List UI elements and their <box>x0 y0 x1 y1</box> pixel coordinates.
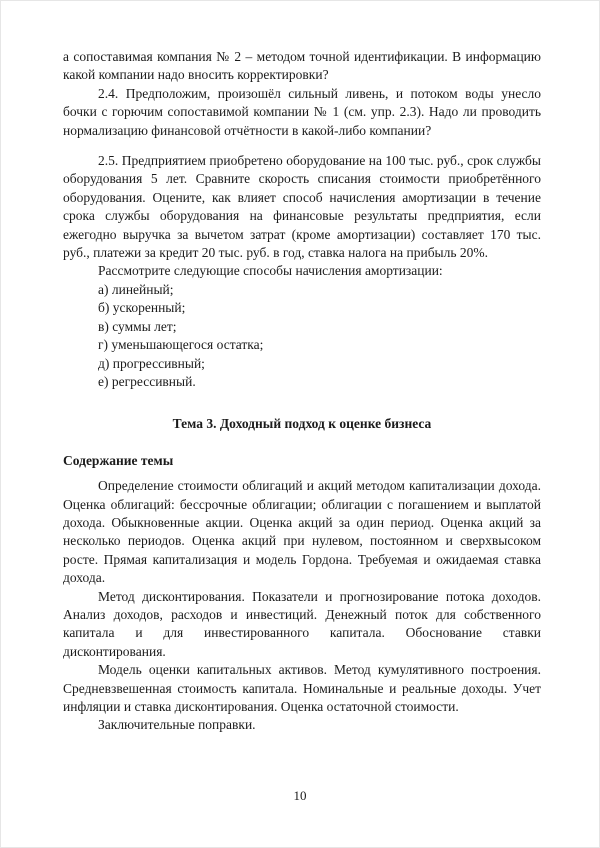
list-item-linear: а) линейный; <box>98 281 174 297</box>
page-number: 10 <box>293 787 307 803</box>
chapter-heading-tema-3: Тема 3. Доходный подход к оценке бизнеса <box>172 416 432 432</box>
section-heading-contents: Содержание темы <box>63 452 174 468</box>
list-item-regressive: е) регрессивный. <box>98 373 196 389</box>
topic-paragraph-discounting: Метод дисконтирования. Показатели и прогнозирование потока доходов. Анализ доходов, расходов и инвестиций. Денежный поток для собственного капитала и для инвестированного капитала. Обоснование ставки дисконтирования. <box>63 588 541 659</box>
list-item-progressive: д) прогрессивный; <box>98 355 205 371</box>
list-item-accelerated: б) ускоренный; <box>98 300 186 316</box>
topic-paragraph-final: Заключительные поправки. <box>98 717 256 733</box>
list-item-declining-balance: г) уменьшающегося остатка; <box>98 337 264 353</box>
amortization-methods-intro: Рассмотрите следующие способы начисления амортизации: <box>98 263 443 279</box>
list-item-sum-of-years: в) суммы лет; <box>98 318 177 334</box>
exercise-2-4-paragraph: 2.4. Предположим, произошёл сильный ливень, и потоком воды унесло бочки с горючим сопоставимой компании № 1 (см. упр. 2.3). Надо ли проводить нормализацию финансовой отчётности в какой-либо компании? <box>63 85 541 138</box>
page-content <box>63 48 541 735</box>
topic-paragraph-capm: Модель оценки капитальных активов. Метод кумулятивного построения. Средневзвешенная стоимость капитала. Номинальные и реальные доходы. Учет инфляции и ставка дисконтирования. Оценка остаточной стоимости. <box>63 662 541 714</box>
topic-paragraph-valuation: Определение стоимости облигаций и акций методом капитализации дохода. Оценка облигаций: бессрочные облигации; облигации с погашением и выплатой дохода. Обыкновенные акции. Оценка акций за один период. Оценка акций за несколько периодов. Оценка акций при нулевом, постоянном и сверхвысоком росте. Прямая капитализация и модель Гордона. Требуемая и ожидаемая ставка дохода. <box>63 478 541 586</box>
paragraph-continuation: а сопоставимая компания № 2 – методом точной идентификации. В информацию какой компании надо вносить корректировки? <box>63 49 541 83</box>
exercise-2-5-paragraph: 2.5. Предприятием приобретено оборудование на 100 тыс. руб., срок службы оборудования 5 лет. Сравните скорость списания стоимости приобретённого оборудования. Оцените, как влияет способ начисления амортизации в течение срока службы оборудования на финансовые результаты предприятия, если ежегодно выручка за вычетом затрат (кроме амортизации) составляет 170 тыс. руб., платежи за кредит 20 тыс. руб. в год, ставка налога на прибыль 20%. <box>63 153 541 261</box>
